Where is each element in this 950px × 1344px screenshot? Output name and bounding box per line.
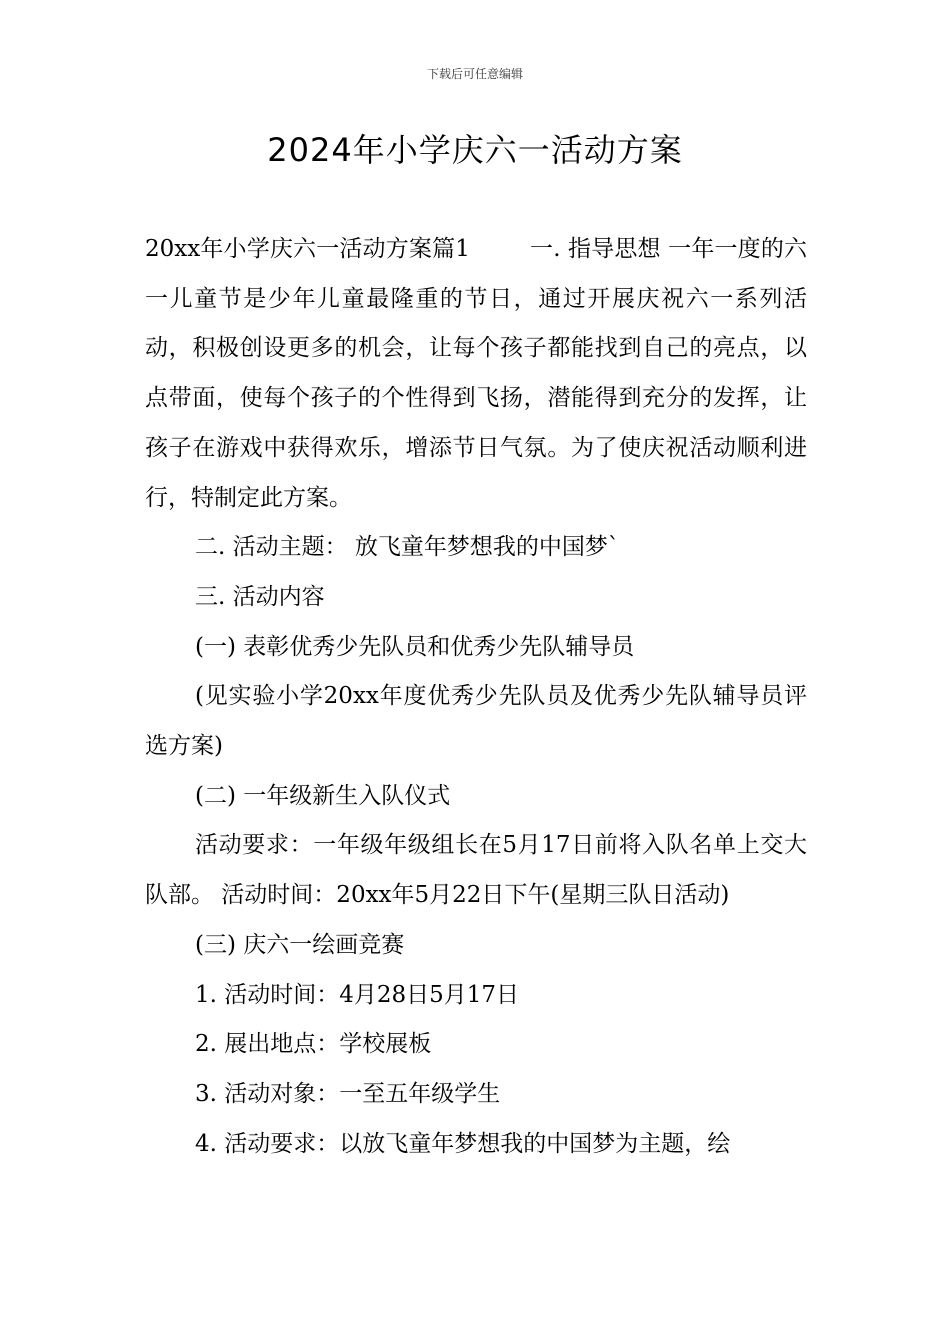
list-item-location: 2. 展出地点：学校展板: [195, 1031, 432, 1058]
paragraph-content-heading: 三. 活动内容: [195, 583, 325, 610]
paragraph-theme: 二. 活动主题： 放飞童年梦想我的中国梦`: [195, 534, 620, 561]
intro-lead: 20xx年小学庆六一活动方案篇1: [145, 236, 470, 262]
list-item-requirements: 4. 活动要求：以放飞童年梦想我的中国梦为主题，绘: [195, 1130, 731, 1157]
paragraph-section-2-requirements: 活动要求：一年级年级组长在5月17日前将入队名单上交大队部。 活动时间：20xx年5月22日下午(星期三队日活动): [145, 832, 807, 909]
document-title: 2024年小学庆六一活动方案: [267, 131, 683, 169]
list-item-time: 1. 活动时间：4月28日5月17日: [195, 981, 520, 1008]
page-header-note: 下载后可任意编辑: [426, 67, 523, 81]
paragraph-section-2: (二) 一年级新生入队仪式: [195, 782, 451, 809]
paragraph-section-3: (三) 庆六一绘画竞赛: [195, 931, 405, 958]
paragraph-section-1-note: (见实验小学20xx年度优秀少先队员及优秀少先队辅导员评选方案): [145, 683, 807, 760]
paragraph-section-1: (一) 表彰优秀少先队员和优秀少先队辅导员: [195, 633, 635, 660]
intro-text: 一. 指导思想 一年一度的六一儿童节是少年儿童最隆重的节日，通过开展庆祝六一系列活动，积极创设更多的机会，让每个孩子都能找到自己的亮点，以点带面，使每个孩子的个性得到飞扬，潜能得到充分的发挥，让孩子在游戏中获得欢乐，增添节日气氛。为了使庆祝活动顺利进行，特制定此方案。: [145, 236, 808, 511]
intro-paragraph: [145, 225, 807, 523]
list-item-audience: 3. 活动对象：一至五年级学生: [195, 1080, 501, 1107]
document-body: [145, 225, 807, 1169]
